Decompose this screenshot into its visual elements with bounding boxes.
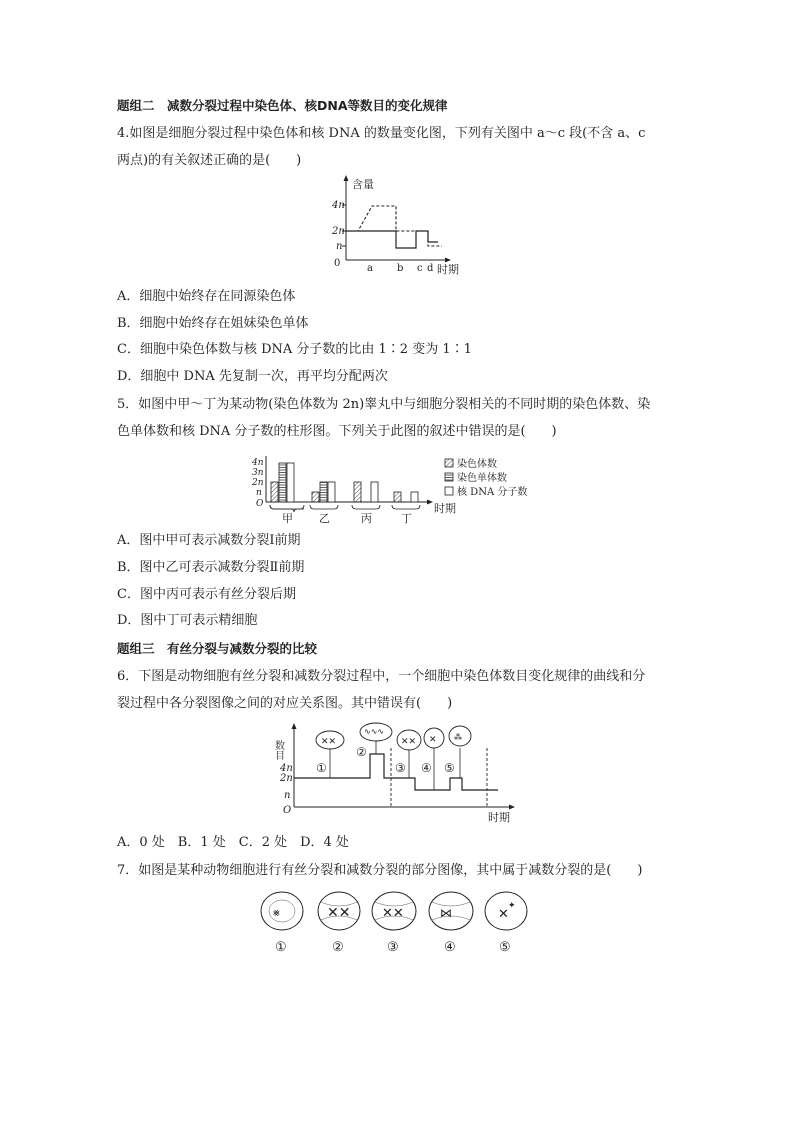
svg-text:✕✕: ✕✕ <box>382 906 404 921</box>
q5-legend-chromatid: 染色单体数 <box>457 473 507 484</box>
q4-option-c: C．细胞中染色体数与核 DNA 分子数的比由 1∶2 变为 1∶1 <box>117 342 472 357</box>
q5-option-b: B．图中乙可表示减数分裂Ⅱ前期 <box>117 560 305 575</box>
q5-bar-jia-chromatid <box>279 463 286 502</box>
q7-label-4: ④ <box>444 940 456 955</box>
q6-options: A．0 处 B．1 处 C．2 处 D．4 处 <box>117 835 349 850</box>
group3-title: 题组三 有丝分裂与减数分裂的比较 <box>117 641 318 656</box>
svg-text:✕✕: ✕✕ <box>401 737 417 747</box>
q6-ytick-n: n <box>284 790 291 801</box>
q4-ytick-n: n <box>336 241 343 252</box>
q5-bar-bing-dna <box>371 482 378 502</box>
q7-stem-line1: 7．如图是某种动物细胞进行有丝分裂和减数分裂的部分图像，其中属于减数分裂的是( ) <box>117 863 643 878</box>
q6-ytick-2n: 2n <box>280 773 293 784</box>
q5-bar-yi-dna <box>328 482 335 502</box>
q6-marker-2: ② <box>356 745 367 759</box>
q5-category-jia: 甲 <box>282 512 293 525</box>
q6-stem-line1: 6．下图是动物细胞有丝分裂和减数分裂过程中，一个细胞中染色体数目变化规律的曲线和分 <box>117 669 646 684</box>
q4-xtick-b: b <box>397 263 404 274</box>
svg-text:⋈: ⋈ <box>440 906 452 920</box>
q4-chart <box>320 172 470 278</box>
q4-option-d: D．细胞中 DNA 先复制一次，再平均分配两次 <box>117 369 388 384</box>
q5-ytick-2n: 2n <box>252 478 264 488</box>
svg-text:⁂: ⁂ <box>454 733 462 742</box>
q4-option-b: B．细胞中始终存在姐妹染色单体 <box>117 316 309 331</box>
q6-xlabel: 时期 <box>488 811 510 824</box>
q4-ytick-4n: 4n <box>332 200 345 211</box>
q5-ytick-n: n <box>256 488 262 498</box>
q5-chart <box>248 452 558 527</box>
q4-xlabel: 时期 <box>437 263 459 276</box>
q4-xtick-d: d <box>427 263 434 274</box>
q6-marker-5: ⑤ <box>444 761 455 775</box>
q6-marker-3: ③ <box>395 761 406 775</box>
q5-bar-yi-chromatid <box>320 482 327 502</box>
q5-option-d: D．图中丁可表示精细胞 <box>117 613 258 628</box>
q4-stem-line1: 4.如图是细胞分裂过程中染色体和核 DNA 的数量变化图，下列有关图中 a～c 段(不含 a、c <box>117 126 646 141</box>
q4-dna-line <box>346 206 442 246</box>
q5-ytick-3n: 3n <box>252 468 264 478</box>
q4-ytick-2n: 2n <box>332 226 345 237</box>
svg-text:✕✕: ✕✕ <box>327 905 351 921</box>
q6-marker-1: ① <box>316 761 327 775</box>
svg-text:⨳: ⨳ <box>273 906 280 919</box>
q4-xtick-a: a <box>367 263 373 274</box>
q5-option-c: C．图中丙可表示有丝分裂后期 <box>117 587 296 602</box>
q6-chart-ylabel: 数目 <box>272 740 284 760</box>
q4-xtick-c: c <box>417 263 423 274</box>
q5-bar-bing-chromosome <box>354 482 361 502</box>
q4-chart-ylabel: 含量 <box>352 178 374 191</box>
q5-bar-ding-chromosome <box>394 492 401 502</box>
q5-bar-yi-chromosome <box>312 492 319 502</box>
q4-stem-line2: 两点)的有关叙述正确的是( ) <box>117 153 302 168</box>
q5-ytick-O: O <box>256 499 264 509</box>
q6-ytick-O: O <box>283 805 292 816</box>
svg-text:✕: ✕ <box>498 907 509 922</box>
q5-xlabel: 时期 <box>434 502 456 515</box>
q7-label-1: ① <box>275 940 287 955</box>
q6-stem-line2: 裂过程中各分裂图像之间的对应关系图。其中错误有( ) <box>117 696 453 711</box>
svg-text:✕: ✕ <box>429 735 437 745</box>
q4-ytick-0: 0 <box>334 258 341 269</box>
q4-chromosome-line <box>346 231 438 248</box>
q6-chart <box>270 720 530 830</box>
group2-title: 题组二 减数分裂过程中染色体、核DNA等数目的变化规律 <box>117 98 448 113</box>
q5-bar-jia-dna <box>287 463 294 502</box>
q5-category-ding: 丁 <box>401 512 412 525</box>
q5-stem-line2: 色单体数和核 DNA 分子数的柱形图。下列关于此图的叙述中错误的是( ) <box>117 424 557 439</box>
q6-marker-4: ④ <box>421 761 432 775</box>
q5-option-a: A．图中甲可表示减数分裂Ⅰ前期 <box>117 533 301 548</box>
q4-option-a: A．细胞中始终存在同源染色体 <box>117 289 296 304</box>
svg-text:✦: ✦ <box>508 901 516 911</box>
q5-bar-ding-dna <box>411 492 418 502</box>
q5-category-yi: 乙 <box>319 512 330 525</box>
q5-legend-chromosome: 染色体数 <box>457 459 497 470</box>
svg-text:✕✕: ✕✕ <box>321 737 337 747</box>
q5-ytick-4n: 4n <box>252 458 264 468</box>
q5-stem-line1: 5．如图中甲～丁为某动物(染色体数为 2n)睾丸中与细胞分裂相关的不同时期的染色体数、染 <box>117 397 651 412</box>
q5-legend-dna: 核 DNA 分子数 <box>457 487 528 498</box>
q6-ytick-4n: 4n <box>280 763 293 774</box>
q7-label-3: ③ <box>387 940 399 955</box>
q5-bar-jia-chromosome <box>271 482 278 502</box>
q7-label-2: ② <box>332 940 344 955</box>
q7-label-5: ⑤ <box>499 940 511 955</box>
svg-text:∿∿∿: ∿∿∿ <box>364 727 385 736</box>
q7-cell-images <box>255 888 545 958</box>
q5-category-bing: 丙 <box>361 512 372 525</box>
